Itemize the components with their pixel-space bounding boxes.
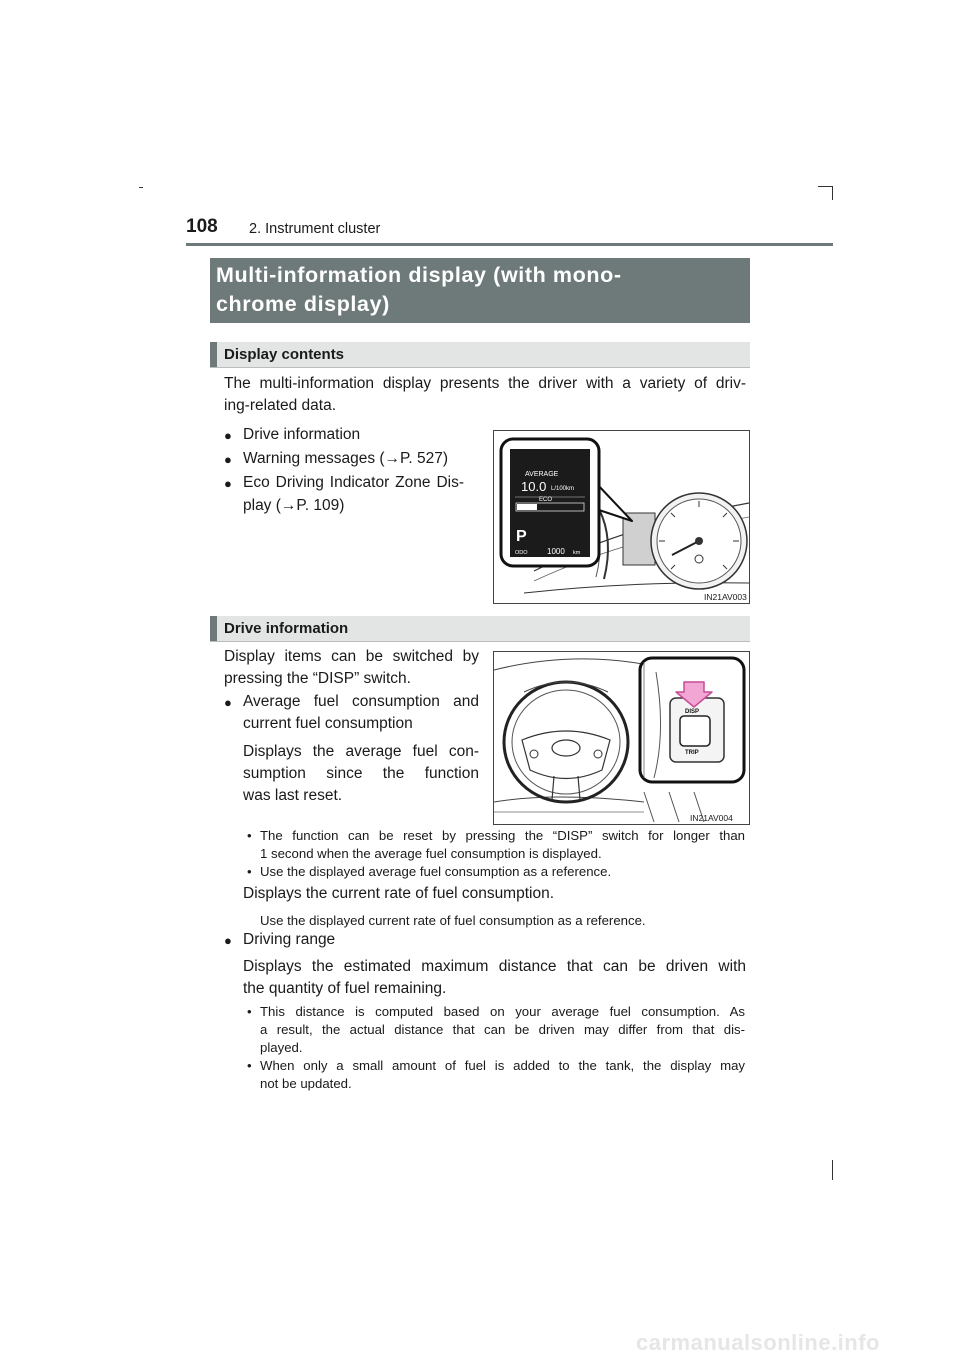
screen-title: AVERAGE xyxy=(525,471,559,478)
crop-mark xyxy=(832,186,833,200)
description-line: the quantity of fuel remaining. xyxy=(243,980,447,997)
bullet-line: Average fuel consumption and xyxy=(243,693,479,710)
fuel-unit: L/100km xyxy=(551,486,575,492)
paragraph-line: Display items can be switched by xyxy=(224,648,479,665)
header-rule xyxy=(186,243,833,246)
paragraph-line: pressing the “DISP” switch. xyxy=(224,670,411,687)
figure-code: IN21AV003 xyxy=(704,592,747,602)
fuel-value: 10.0 xyxy=(521,479,547,494)
list-item: ● Average fuel consumption and current fuel consumption xyxy=(224,691,479,735)
cluster-illustration xyxy=(494,431,750,604)
intro-line: ing-related data. xyxy=(224,397,337,414)
crop-mark xyxy=(139,187,143,188)
intro-paragraph xyxy=(224,373,746,417)
description-line: sumption since the function xyxy=(243,765,479,782)
figure-disp-switch xyxy=(493,651,750,825)
eco-label: ECO xyxy=(539,497,553,503)
current-fuel-description: Displays the current rate of fuel consumption. xyxy=(243,885,555,902)
odo-value: 1000 xyxy=(547,547,565,556)
running-header: 2. Instrument cluster xyxy=(249,221,381,237)
odo-unit: km xyxy=(573,550,581,556)
section-title xyxy=(210,258,750,323)
driving-range-description xyxy=(243,956,746,1000)
disp-label: DISP xyxy=(685,709,700,715)
subheading-display-contents xyxy=(210,342,750,368)
gear-indicator: P xyxy=(516,528,527,545)
odo-label: ODO xyxy=(515,550,528,556)
figure-code: IN21AV004 xyxy=(690,813,733,823)
steering-illustration xyxy=(494,652,750,825)
section-title-line2: chrome display) xyxy=(216,292,390,316)
crop-mark xyxy=(832,1160,833,1180)
subheading-text: Drive information xyxy=(224,620,349,637)
description-line: was last reset. xyxy=(243,787,343,804)
section-title-line1: Multi-information display (with mono- xyxy=(216,263,622,287)
average-fuel-description xyxy=(243,741,479,807)
crop-mark xyxy=(818,186,833,187)
current-fuel-note: Use the displayed current rate of fuel consumption as a reference. xyxy=(260,913,646,928)
intro-line: The multi-information display presents the driver with a variety of driv- xyxy=(224,375,746,392)
drive-info-paragraph xyxy=(224,646,479,690)
subheading-text: Display contents xyxy=(224,346,345,363)
description-line: Displays the estimated maximum distance that can be driven with xyxy=(243,958,746,975)
page-number: 108 xyxy=(186,216,218,237)
description-line: Displays the average fuel con- xyxy=(243,743,479,760)
watermark: carmanualsonline.info xyxy=(636,1330,880,1355)
bullet-line: current fuel consumption xyxy=(243,715,413,732)
figure-instrument-cluster xyxy=(493,430,750,604)
trip-label: TRIP xyxy=(685,750,699,756)
subheading-drive-information xyxy=(210,616,750,642)
